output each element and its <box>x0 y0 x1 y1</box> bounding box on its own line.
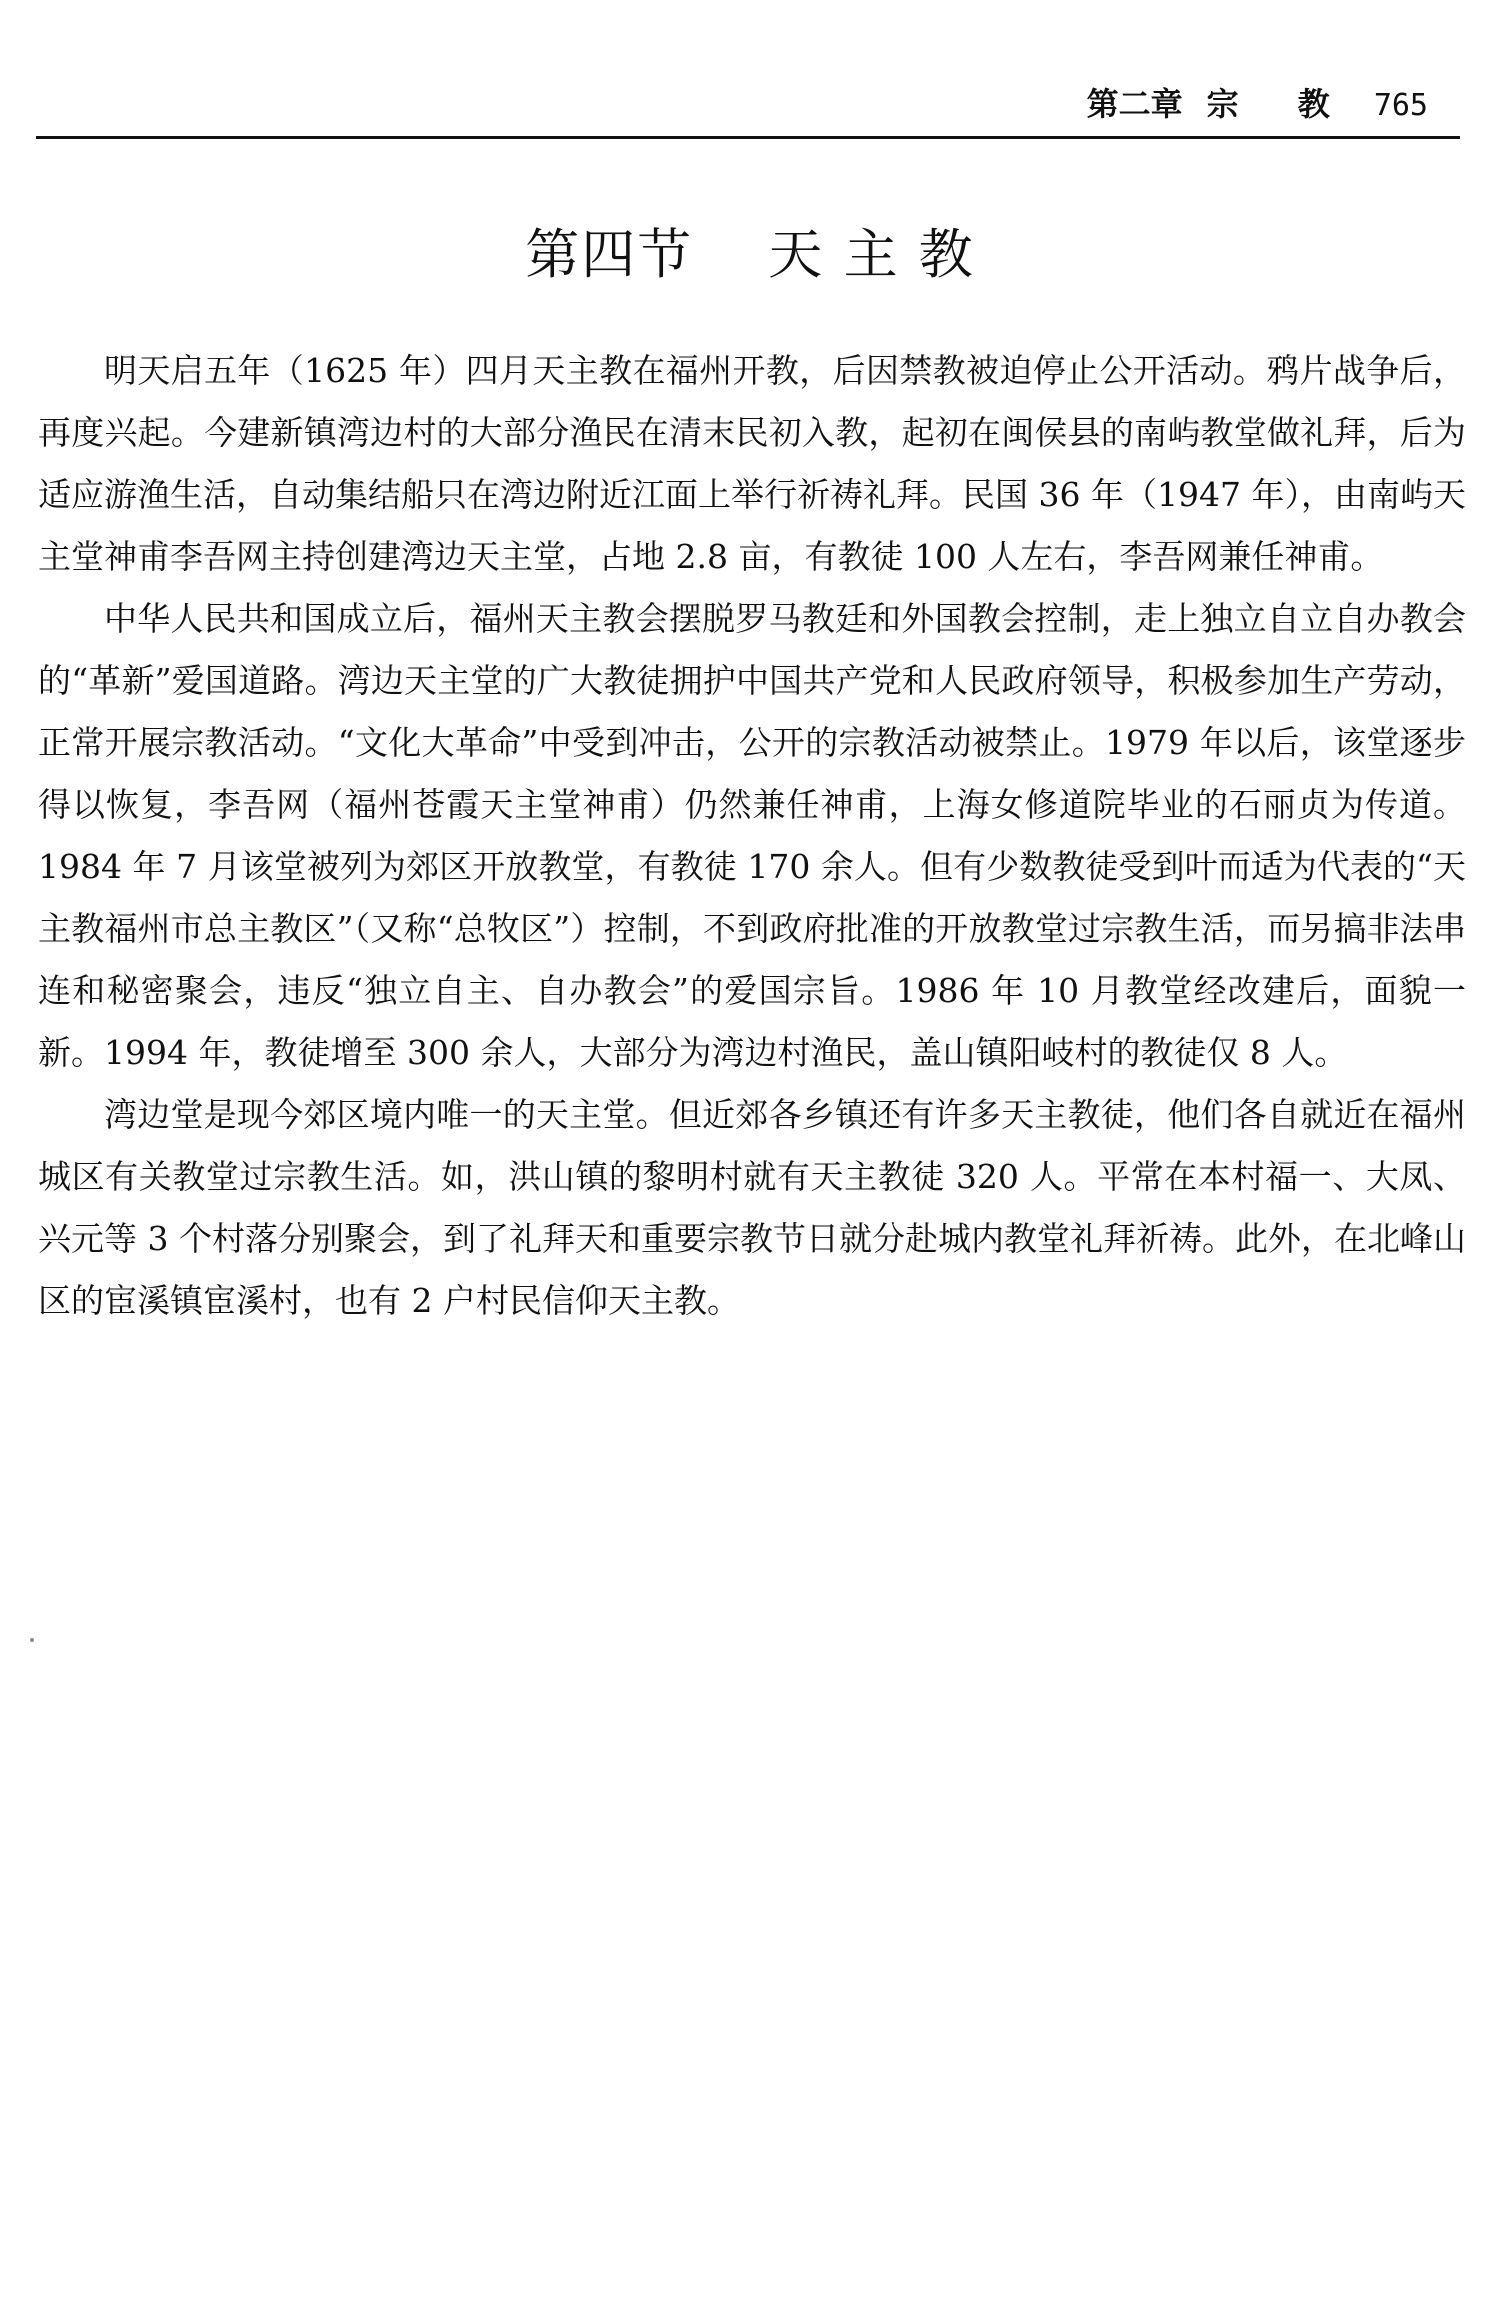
scan-speck <box>30 1638 34 1642</box>
chapter-label: 第二章 <box>1086 85 1183 123</box>
page-number: 765 <box>1373 88 1428 123</box>
section-title: 第四节 天 主 教 <box>525 223 975 286</box>
body-text <box>38 340 1466 1332</box>
paragraph-1: 明天启五年（1625 年）四月天主教在福州开教，后因禁教被迫停止公开活动。鸦片战争后，再度兴起。今建新镇湾边村的大部分渔民在清末民初入教，起初在闽侯县的南屿教堂做礼拜，后为适应游渔生活，自动集结船只在湾边附近江面上举行祈祷礼拜。民国 36 年（1947 年），由南屿天主堂神甫李吾网主持创建湾边天主堂，占地 2.8 亩，有教徒 100 人左右，李吾网兼任神甫。 <box>38 351 1466 576</box>
chapter-topic: 宗 教 <box>1206 85 1330 123</box>
paragraph-2: 中华人民共和国成立后，福州天主教会摆脱罗马教廷和外国教会控制，走上独立自立自办教会的“革新”爱国道路。湾边天主堂的广大教徒拥护中国共产党和人民政府领导，积极参加生产劳动，正常开展宗教活动。“文化大革命”中受到冲击，公开的宗教活动被禁止。1979 年以后，该堂逐步得以恢复，李吾网（福州苍霞天主堂神甫）仍然兼任神甫，上海女修道院毕业的石丽贞为传道。1984 年 7 月该堂被列为郊区开放教堂，有教徒 170 余人。但有少数教徒受到叶而适为代表的“天主教福州市总主教区”（又称“总牧区”）控制，不到政府批准的开放教堂过宗教生活，而另搞非法串连和秘密聚会，违反“独立自主、自办教会”的爱国宗旨。1986 年 10 月教堂经改建后，面貌一新。1994 年，教徒增至 300 余人，大部分为湾边村渔民，盖山镇阳岐村的教徒仅 8 人。 <box>38 599 1466 1072</box>
paragraph-3: 湾边堂是现今郊区境内唯一的天主堂。但近郊各乡镇还有许多天主教徒，他们各自就近在福州城区有关教堂过宗教生活。如，洪山镇的黎明村就有天主教徒 320 人。平常在本村福一、大凤、兴元等 3 个村落分别聚会，到了礼拜天和重要宗教节日就分赴城内教堂礼拜祈祷。此外，在北峰山区的宦溪镇宦溪村，也有 2 户村民信仰天主教。 <box>38 1095 1466 1320</box>
running-header-text <box>1087 84 1428 126</box>
running-header <box>36 76 1460 139</box>
